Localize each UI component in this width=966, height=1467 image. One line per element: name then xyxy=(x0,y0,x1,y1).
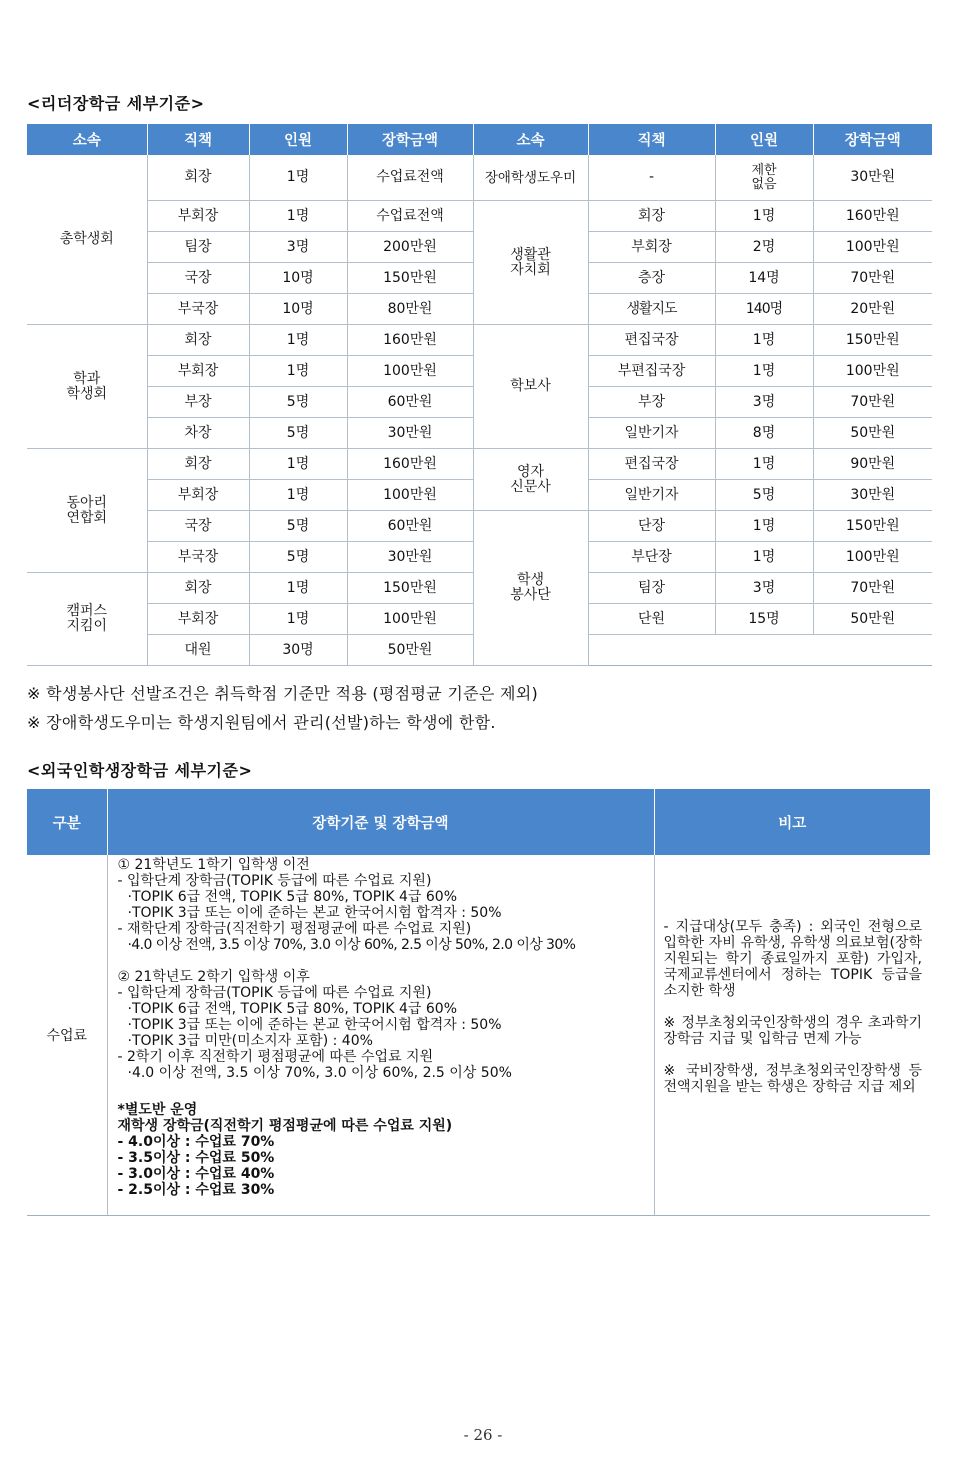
count-cell: 8명 xyxy=(715,418,813,449)
org-cell: 학보사 xyxy=(473,325,588,449)
org-cell: 동아리 연합회 xyxy=(27,449,147,573)
amount-cell: 160만원 xyxy=(813,201,932,232)
amount-cell: 150만원 xyxy=(347,263,473,294)
count-cell: 5명 xyxy=(249,511,347,542)
amount-cell: 30만원 xyxy=(813,155,932,201)
count-cell: 14명 xyxy=(715,263,813,294)
count-cell: 3명 xyxy=(715,387,813,418)
org-cell: 장애학생도우미 xyxy=(473,155,588,201)
count-cell: 15명 xyxy=(715,604,813,635)
criteria-line: ② 21학년도 2학기 입학생 이후 xyxy=(117,969,310,985)
role-cell: 부회장 xyxy=(147,480,249,511)
role-cell: 팀장 xyxy=(147,232,249,263)
amount-cell: 100만원 xyxy=(813,542,932,573)
role-cell: 편집국장 xyxy=(588,325,715,356)
role-cell: 회장 xyxy=(147,449,249,480)
count-cell: 3명 xyxy=(715,573,813,604)
note-volunteer: ※ 학생봉사단 선발조건은 취득학점 기준만 적용 (평점평균 기준은 제외) xyxy=(27,684,539,703)
criteria-line: ·TOPIK 6급 전액, TOPIK 5급 80%, TOPIK 4급 60% xyxy=(127,1001,457,1017)
count-cell: 1명 xyxy=(715,542,813,573)
remark-gov-scholar: ※ 정부초청외국인장학생의 경우 초과학기 장학금 지급 및 입학금 면제 가능 xyxy=(663,1015,922,1047)
role-cell: 부국장 xyxy=(147,542,249,573)
amount-cell: 80만원 xyxy=(347,294,473,325)
org-cell: 학과 학생회 xyxy=(27,325,147,449)
amount-cell: 100만원 xyxy=(347,356,473,387)
criteria-line: ·TOPIK 3급 또는 이에 준하는 본교 한국어시험 합격자 : 50% xyxy=(127,1017,502,1033)
criteria-line: ·TOPIK 6급 전액, TOPIK 5급 80%, TOPIK 4급 60% xyxy=(127,889,457,905)
amount-cell: 50만원 xyxy=(813,418,932,449)
role-cell: 회장 xyxy=(147,573,249,604)
remark-exclusion: ※ 국비장학생, 정부초청외국인장학생 등 전액지원을 받는 학생은 장학금 지급 제외 xyxy=(663,1063,922,1095)
count-cell: 3명 xyxy=(249,232,347,263)
amount-cell: 30만원 xyxy=(347,418,473,449)
criteria-line: - 2.5이상 : 수업료 30% xyxy=(117,1182,275,1198)
amount-cell: 200만원 xyxy=(347,232,473,263)
amount-cell: 100만원 xyxy=(347,480,473,511)
criteria-line: ·4.0 이상 전액, 3.5 이상 70%, 3.0 이상 60%, 2.5 이상 50%, 2.0 이상 30% xyxy=(127,937,576,953)
role-cell: 회장 xyxy=(147,155,249,201)
criteria-line: - 입학단계 장학금(TOPIK 등급에 따른 수업료 지원) xyxy=(117,873,432,889)
foreign-scholarship-title: <외국인학생장학금 세부기준> xyxy=(27,761,253,780)
count-cell: 140명 xyxy=(715,294,813,325)
amount-cell: 90만원 xyxy=(813,449,932,480)
count-cell: 1명 xyxy=(249,604,347,635)
count-cell: 5명 xyxy=(249,542,347,573)
table-row xyxy=(27,201,932,232)
criteria-line: - 4.0이상 : 수업료 70% xyxy=(117,1134,275,1150)
role-cell: 일반기자 xyxy=(588,418,715,449)
col-header: 장학기준 및 장학금액 xyxy=(107,789,654,855)
col-header: 인원 xyxy=(249,124,347,155)
role-cell: 생활지도 xyxy=(588,294,715,325)
leader-scholarship-title: <리더장학금 세부기준> xyxy=(27,94,205,113)
role-cell: 부회장 xyxy=(147,356,249,387)
role-cell: 부장 xyxy=(147,387,249,418)
col-header: 인원 xyxy=(715,124,813,155)
role-cell: 국장 xyxy=(147,511,249,542)
count-cell: 제한 없음 xyxy=(715,155,813,201)
foreign-table-header xyxy=(27,789,930,855)
role-cell: 국장 xyxy=(147,263,249,294)
note-disability-helper: ※ 장애학생도우미는 학생지원팀에서 관리(선발)하는 학생에 한함. xyxy=(27,713,496,732)
criteria-line: - 2학기 이후 직전학기 평점평균에 따른 수업료 지원 xyxy=(117,1049,434,1065)
amount-cell: 50만원 xyxy=(347,635,473,666)
col-header: 직책 xyxy=(147,124,249,155)
count-cell: 1명 xyxy=(715,356,813,387)
count-cell: 1명 xyxy=(715,325,813,356)
amount-cell: 30만원 xyxy=(813,480,932,511)
role-cell: 부편집국장 xyxy=(588,356,715,387)
count-cell: 10명 xyxy=(249,294,347,325)
criteria-line: ·TOPIK 3급 미만(미소지자 포함) : 40% xyxy=(127,1033,373,1049)
amount-cell: 160만원 xyxy=(347,325,473,356)
col-header: 장학금액 xyxy=(813,124,932,155)
count-cell: 1명 xyxy=(249,325,347,356)
empty-cell xyxy=(588,635,932,666)
col-header: 비고 xyxy=(654,789,930,855)
role-cell: 단장 xyxy=(588,511,715,542)
role-cell: 부회장 xyxy=(147,604,249,635)
amount-cell: 100만원 xyxy=(813,356,932,387)
amount-cell: 수업료전액 xyxy=(347,155,473,201)
count-cell: 1명 xyxy=(249,356,347,387)
col-header: 구분 xyxy=(27,789,107,855)
remark-eligibility: - 지급대상(모두 충족) : 외국인 전형으로 입학한 자비 유학생, 유학생 의료보험(장학 지원되는 학기 종료일까지 포함) 가입자, 국제교류센터에서 정하는 TOPIK 등급을 소지한 학생 xyxy=(663,919,922,999)
count-cell: 1명 xyxy=(249,573,347,604)
role-cell: 차장 xyxy=(147,418,249,449)
page-number: - 26 - xyxy=(463,1426,503,1444)
table-row xyxy=(27,855,930,1215)
org-cell: 생활관 자치회 xyxy=(473,201,588,325)
criteria-line: ① 21학년도 1학기 입학생 이전 xyxy=(117,857,310,873)
criteria-line: - 입학단계 장학금(TOPIK 등급에 따른 수업료 지원) xyxy=(117,985,432,1001)
role-cell: 단원 xyxy=(588,604,715,635)
amount-cell: 70만원 xyxy=(813,573,932,604)
amount-cell: 150만원 xyxy=(813,511,932,542)
count-cell: 1명 xyxy=(249,155,347,201)
count-cell: 5명 xyxy=(249,387,347,418)
role-cell: 회장 xyxy=(588,201,715,232)
amount-cell: 30만원 xyxy=(347,542,473,573)
amount-cell: 150만원 xyxy=(347,573,473,604)
amount-cell: 60만원 xyxy=(347,511,473,542)
count-cell: 1명 xyxy=(249,449,347,480)
count-cell: 1명 xyxy=(249,201,347,232)
col-header: 소속 xyxy=(27,124,147,155)
role-cell: 대원 xyxy=(147,635,249,666)
criteria-line: 재학생 장학금(직전학기 평점평균에 따른 수업료 지원) xyxy=(117,1118,453,1134)
col-header: 직책 xyxy=(588,124,715,155)
role-cell: 회장 xyxy=(147,325,249,356)
role-cell: 부회장 xyxy=(588,232,715,263)
role-cell: 층장 xyxy=(588,263,715,294)
amount-cell: 50만원 xyxy=(813,604,932,635)
amount-cell: 100만원 xyxy=(813,232,932,263)
role-cell: 부회장 xyxy=(147,201,249,232)
amount-cell: 100만원 xyxy=(347,604,473,635)
criteria-line: ·TOPIK 3급 또는 이에 준하는 본교 한국어시험 합격자 : 50% xyxy=(127,905,502,921)
count-cell: 1명 xyxy=(715,201,813,232)
amount-cell: 150만원 xyxy=(813,325,932,356)
criteria-line: ·4.0 이상 전액, 3.5 이상 70%, 3.0 이상 60%, 2.5 이상 50% xyxy=(127,1065,512,1081)
amount-cell: 수업료전액 xyxy=(347,201,473,232)
count-cell: 1명 xyxy=(715,449,813,480)
org-cell: 총학생회 xyxy=(27,155,147,325)
org-cell: 영자 신문사 xyxy=(473,449,588,511)
count-cell: 1명 xyxy=(715,511,813,542)
amount-cell: 160만원 xyxy=(347,449,473,480)
role-cell: 부단장 xyxy=(588,542,715,573)
table-row xyxy=(27,449,932,480)
role-cell: 부국장 xyxy=(147,294,249,325)
role-cell: 부장 xyxy=(588,387,715,418)
amount-cell: 20만원 xyxy=(813,294,932,325)
role-cell: 팀장 xyxy=(588,573,715,604)
org-cell: 캠퍼스 지킴이 xyxy=(27,573,147,666)
role-cell: 일반기자 xyxy=(588,480,715,511)
criteria-line: - 3.0이상 : 수업료 40% xyxy=(117,1166,275,1182)
col-header: 소속 xyxy=(473,124,588,155)
count-cell: 5명 xyxy=(249,418,347,449)
table-row xyxy=(27,155,932,201)
col-header: 장학금액 xyxy=(347,124,473,155)
amount-cell: 70만원 xyxy=(813,263,932,294)
role-cell: 편집국장 xyxy=(588,449,715,480)
count-cell: 5명 xyxy=(715,480,813,511)
role-cell: - xyxy=(588,155,715,201)
criteria-line: - 재학단계 장학금(직전학기 평점평균에 따른 수업료 지원) xyxy=(117,921,472,937)
criteria-cell xyxy=(107,855,654,1215)
criteria-line: - 3.5이상 : 수업료 50% xyxy=(117,1150,275,1166)
count-cell: 2명 xyxy=(715,232,813,263)
category-cell: 수업료 xyxy=(27,855,107,1215)
count-cell: 30명 xyxy=(249,635,347,666)
criteria-line: *별도반 운영 xyxy=(117,1102,198,1118)
foreign-scholarship-table xyxy=(27,789,930,1216)
count-cell: 1명 xyxy=(249,480,347,511)
count-cell: 10명 xyxy=(249,263,347,294)
org-cell: 학생 봉사단 xyxy=(473,511,588,666)
table-row xyxy=(27,511,932,542)
leader-scholarship-table xyxy=(27,124,932,666)
leader-table-header xyxy=(27,124,932,155)
remarks-cell xyxy=(654,855,930,1215)
amount-cell: 60만원 xyxy=(347,387,473,418)
table-row xyxy=(27,325,932,356)
amount-cell: 70만원 xyxy=(813,387,932,418)
